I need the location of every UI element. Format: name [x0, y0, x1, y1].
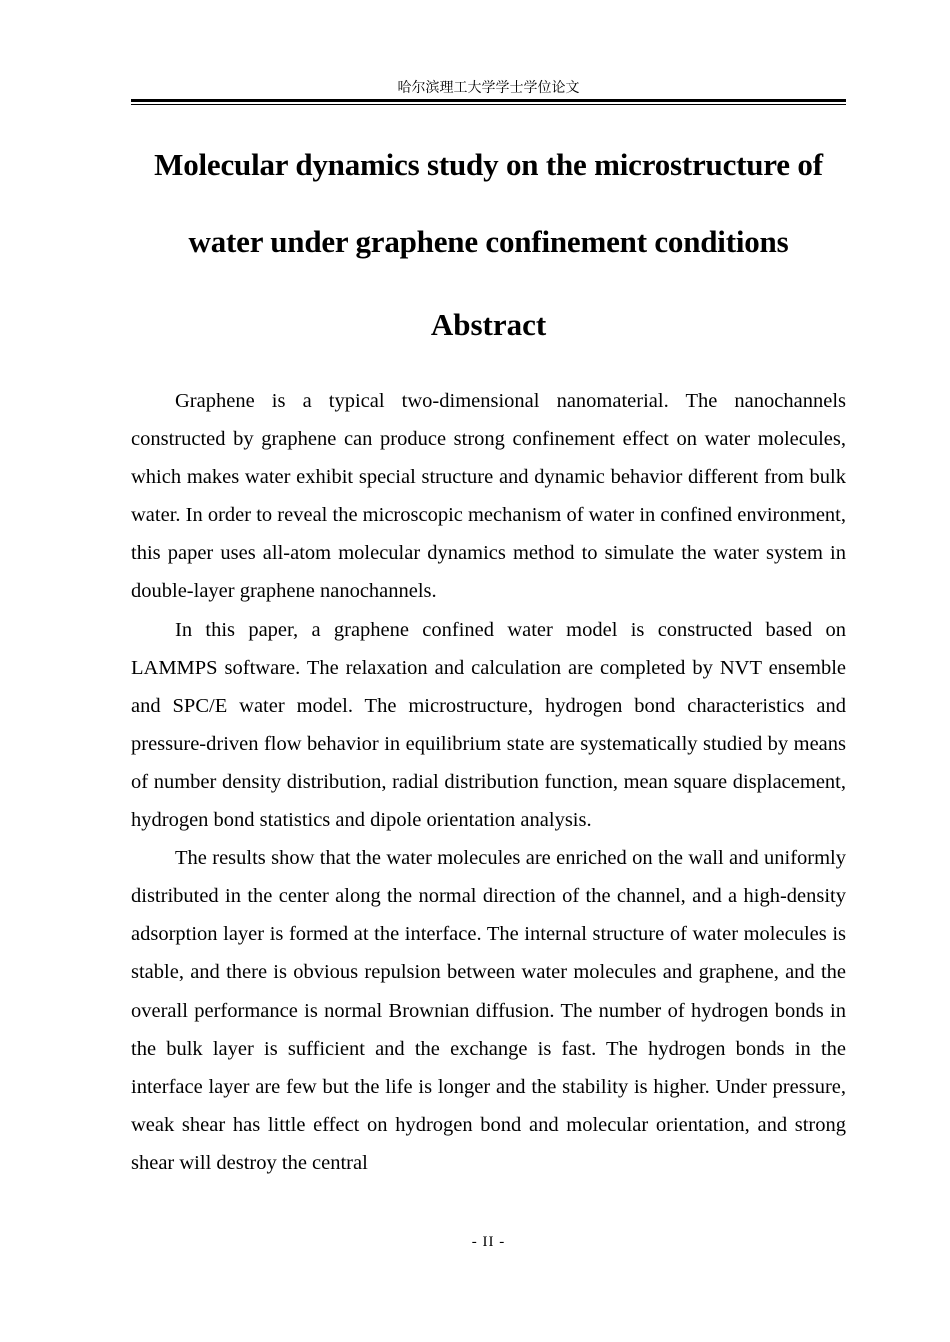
page-number: - II -	[471, 1234, 506, 1250]
abstract-body	[131, 382, 846, 1182]
abstract-paragraph-3: The results show that the water molecules are enriched on the wall and uniformly distributed in the center along the normal direction of the channel, and a high-density adsorption layer is formed at the interface. The internal structure of water molecules is stable, and there is obvious repulsion between water molecules and graphene, and the overall performance is normal Brownian diffusion. The number of hydrogen bonds in the bulk layer is sufficient and the exchange is fast. The hydrogen bonds in the interface layer are few but the life is longer and the stability is higher. Under pressure, weak shear has little effect on hydrogen bond and molecular orientation, and strong shear will destroy the central	[131, 847, 846, 1174]
header-rule-thin	[131, 104, 846, 105]
abstract-paragraph-2: In this paper, a graphene confined water model is constructed based on LAMMPS software. The relaxation and calculation are completed by NVT ensemble and SPC/E water model. The microstructure, hydrogen bond characteristics and pressure-driven flow behavior in equilibrium state are systematically studied by means of number density distribution, radial distribution function, mean square displacement, hydrogen bond statistics and dipole orientation analysis.	[131, 618, 846, 832]
thesis-title: Molecular dynamics study on the microstructure of water under graphene confinement conditions	[154, 147, 823, 259]
running-header: 哈尔滨理工大学学士学位论文	[397, 80, 580, 96]
abstract-heading: Abstract	[430, 307, 547, 342]
abstract-paragraph-1: Graphene is a typical two-dimensional nanomaterial. The nanochannels constructed by graphene can produce strong confinement effect on water molecules, which makes water exhibit special structure and dynamic behavior different from bulk water. In order to reveal the microscopic mechanism of water in confined environment, this paper uses all-atom molecular dynamics method to simulate the water system in double-layer graphene nanochannels.	[131, 390, 846, 603]
header-rule-thick	[131, 99, 846, 102]
